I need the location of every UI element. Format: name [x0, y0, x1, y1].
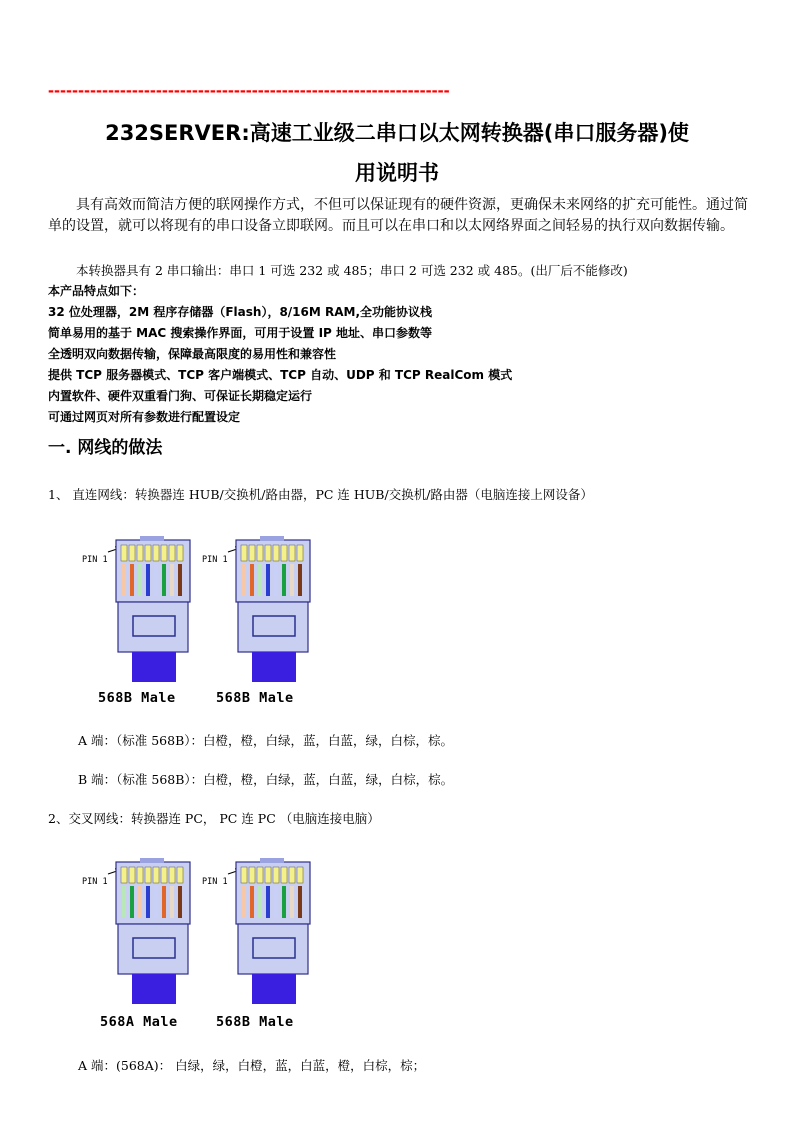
pin1-label: PIN 1: [202, 555, 228, 565]
section-heading-cable: 一. 网线的做法: [48, 438, 163, 458]
features-title: 本产品特点如下：: [48, 284, 145, 298]
feature-item: 提供 TCP 服务器模式、TCP 客户端模式、TCP 自动、UDP 和 TCP RealCom 模式: [48, 368, 513, 382]
plug-right-label: 568B Male: [216, 1014, 294, 1030]
straight-cable-item: 1、 直连网线：转换器连 HUB/交换机/路由器，PC 连 HUB/交换机/路由器（电脑连接上网设备）: [48, 487, 593, 502]
plug-right: [202, 858, 310, 1030]
cross-cable-item: 2、交叉网线：转换器连 PC， PC 连 PC （电脑连接电脑）: [48, 811, 380, 826]
red-dash-separator: -------------------------------------------------------------------: [48, 80, 450, 100]
document-title-line2: 用说明书: [355, 161, 439, 185]
document-title-line1: 232SERVER:高速工业级二串口以太网转换器(串口服务器)使: [105, 121, 689, 145]
pin1-label: PIN 1: [82, 877, 108, 887]
plug-right: [202, 536, 310, 706]
feature-item: 可通过网页对所有参数进行配置设定: [48, 410, 241, 424]
feature-item: 全透明双向数据传输，保障最高限度的易用性和兼容性: [48, 347, 337, 361]
plug-left: [82, 536, 190, 706]
pin1-label: PIN 1: [202, 877, 228, 887]
serial-ports-note: 本转换器具有 2 串口输出：串口 1 可选 232 或 485；串口 2 可选 232 或 485。(出厂后不能修改): [76, 263, 628, 278]
cross-cable-figure: [78, 852, 338, 1042]
plug-right-label: 568B Male: [216, 690, 294, 706]
cross-a-end: A 端：(568A)： 白绿，绿，白橙，蓝，白蓝，橙，白棕，棕；: [78, 1058, 426, 1073]
feature-item: 内置软件、硬件双重看门狗、可保证长期稳定运行: [48, 389, 313, 403]
pin1-label: PIN 1: [82, 555, 108, 565]
straight-cable-figure: [78, 530, 338, 720]
plug-left: [82, 858, 190, 1030]
plug-left-label: 568B Male: [98, 690, 176, 706]
plug-left-label: 568A Male: [100, 1014, 178, 1030]
straight-a-end: A 端：（标准 568B）：白橙，橙，白绿，蓝，白蓝，绿，白棕，棕。: [78, 733, 454, 748]
intro-paragraph: 具有高效而简洁方便的联网操作方式，不但可以保证现有的硬件资源，更确保未来网络的扩充可能性。通过简单的设置，就可以将现有的串口设备立即联网。而且可以在串口和以太网络界面之间轻易的执行双向数据传输。: [48, 197, 748, 234]
feature-item: 32 位处理器，2M 程序存储器（Flash），8/16M RAM,全功能协议栈: [48, 305, 433, 319]
feature-item: 简单易用的基于 MAC 搜索操作界面，可用于设置 IP 地址、串口参数等: [48, 326, 433, 340]
straight-b-end: B 端：（标准 568B）：白橙，橙，白绿，蓝，白蓝，绿，白棕，棕。: [78, 772, 454, 787]
